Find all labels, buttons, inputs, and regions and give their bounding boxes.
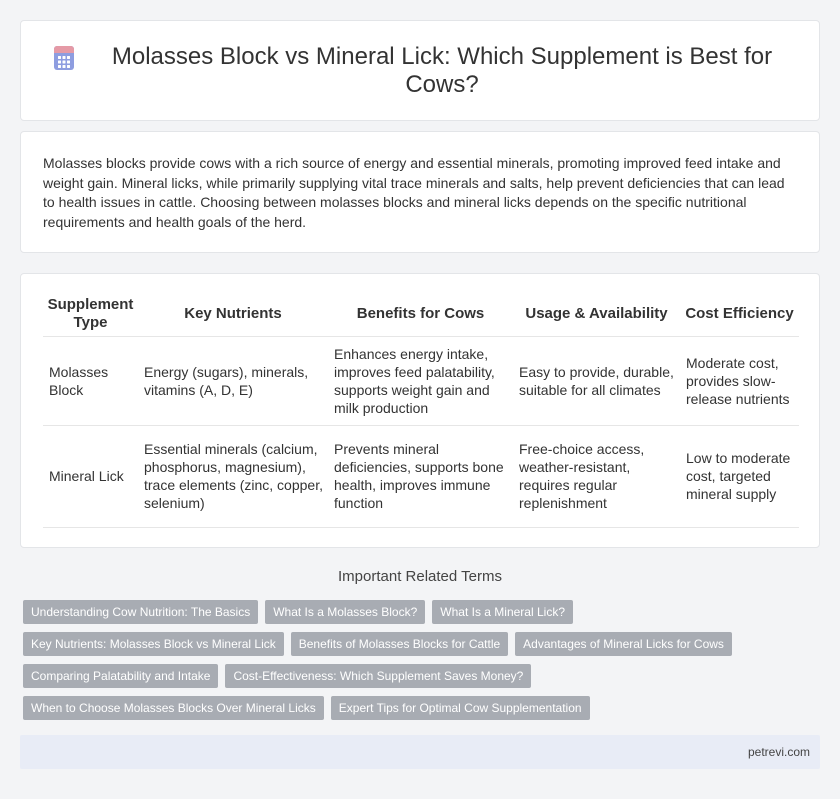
- header-key-nutrients: Key Nutrients: [138, 292, 328, 336]
- title-card: [20, 20, 820, 121]
- comparison-table: [43, 292, 799, 528]
- related-term-tag[interactable]: Expert Tips for Optimal Cow Supplementation: [331, 696, 590, 720]
- header-usage: Usage & Availability: [513, 292, 680, 336]
- intro-paragraph: Molasses blocks provide cows with a rich source of energy and essential minerals, promoting improved feed intake and weight gain. Mineral licks, while primarily supplying vital trace minerals and salts, help prevent deficiencies that can lead to health issues in cattle. Choosing between molasses blocks and mineral licks depends on the specific nutritional requirements and health goals of the herd.: [43, 155, 785, 230]
- table-header-row: [43, 292, 799, 336]
- related-terms-tags: [23, 600, 813, 720]
- title-wrap: [21, 21, 819, 120]
- intro-card: [20, 131, 820, 253]
- related-term-tag[interactable]: Key Nutrients: Molasses Block vs Mineral Lick: [23, 632, 284, 656]
- related-term-tag[interactable]: Advantages of Mineral Licks for Cows: [515, 632, 732, 656]
- table-cell: Mineral Lick: [43, 425, 138, 527]
- table-row: [43, 425, 799, 527]
- page-title: Molasses Block vs Mineral Lick: Which Supplement is Best for Cows?: [111, 42, 773, 98]
- footer: [20, 735, 820, 769]
- header-benefits: Benefits for Cows: [328, 292, 513, 336]
- table-cell: Enhances energy intake, improves feed palatability, supports weight gain and milk production: [328, 336, 513, 425]
- related-term-tag[interactable]: What Is a Molasses Block?: [265, 600, 425, 624]
- comparison-table-card: [20, 273, 820, 548]
- table-row: [43, 336, 799, 425]
- header-cost: Cost Efficiency: [680, 292, 799, 336]
- table-cell: Energy (sugars), minerals, vitamins (A, D, E): [138, 336, 328, 425]
- related-terms-title: Important Related Terms: [338, 568, 502, 585]
- table-cell: Low to moderate cost, targeted mineral supply: [680, 425, 799, 527]
- related-term-tag[interactable]: When to Choose Molasses Blocks Over Mineral Licks: [23, 696, 324, 720]
- table-cell: Moderate cost, provides slow-release nutrients: [680, 336, 799, 425]
- table-cell: Easy to provide, durable, suitable for all climates: [513, 336, 680, 425]
- table-cell: Molasses Block: [43, 336, 138, 425]
- calculator-icon: [51, 45, 77, 71]
- related-term-tag[interactable]: Understanding Cow Nutrition: The Basics: [23, 600, 258, 624]
- table-cell: Prevents mineral deficiencies, supports bone health, improves immune function: [328, 425, 513, 527]
- related-term-tag[interactable]: What Is a Mineral Lick?: [432, 600, 573, 624]
- related-term-tag[interactable]: Comparing Palatability and Intake: [23, 664, 218, 688]
- table-cell: Free-choice access, weather-resistant, requires regular replenishment: [513, 425, 680, 527]
- related-term-tag[interactable]: Benefits of Molasses Blocks for Cattle: [291, 632, 508, 656]
- header-supplement-type: Supplement Type: [43, 292, 138, 336]
- table-cell: Essential minerals (calcium, phosphorus, magnesium), trace elements (zinc, copper, selenium): [138, 425, 328, 527]
- footer-site-link[interactable]: petrevi.com: [747, 745, 810, 759]
- related-term-tag[interactable]: Cost-Effectiveness: Which Supplement Saves Money?: [225, 664, 531, 688]
